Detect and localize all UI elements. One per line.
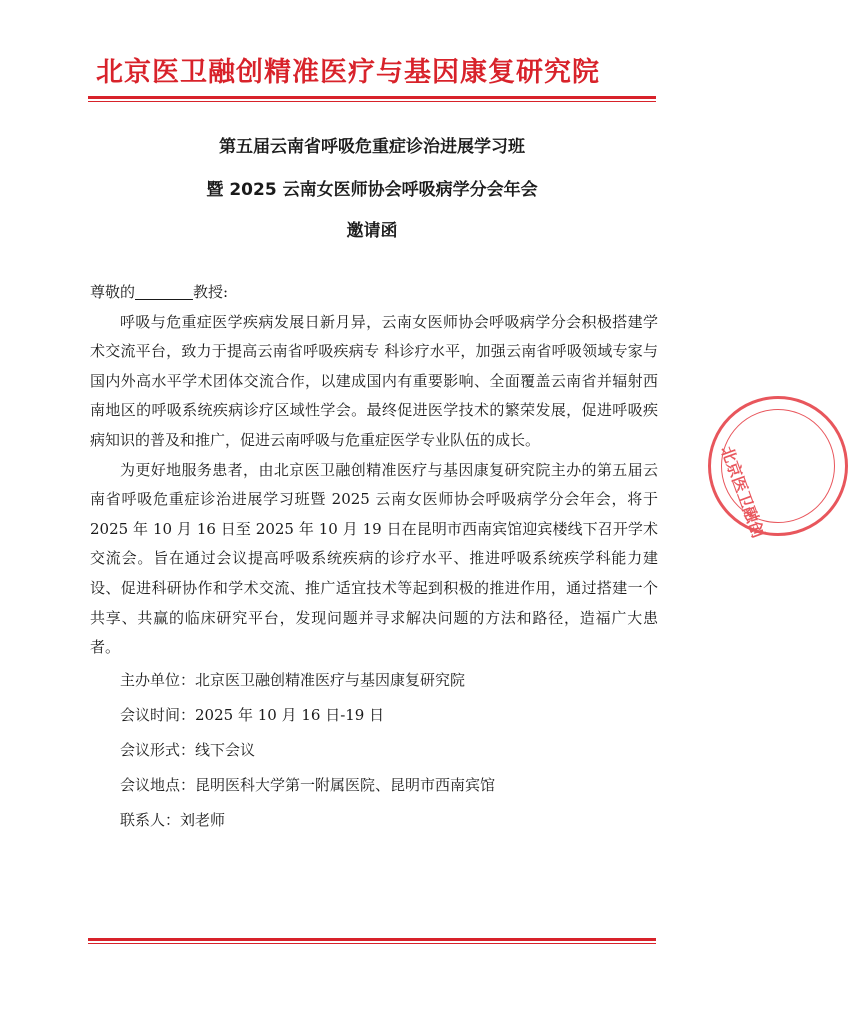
- detail-contact: 联系人：刘老师: [120, 810, 226, 829]
- footer-rule-thick: [88, 938, 656, 941]
- salutation-suffix: 教授:: [193, 283, 229, 301]
- letter-body: [90, 278, 658, 838]
- header-rule-thick: [88, 96, 656, 99]
- paragraph-1: 呼吸与危重症医学疾病发展日新月异，云南女医师协会呼吸病学分会积极搭建学术交流平台，致力于提高云南省呼吸疾病专 科诊疗水平，加强云南省呼吸领域专家与国内外高水平学术团体交流合作，以建成国内有重要影响、全面覆盖云南省并辐射西南地区的呼吸系统疾病诊疗区域性学会。最终促进医学技术的繁荣发展，促进呼吸疾病知识的普及和推广，促进云南呼吸与危重症医学专业队伍的成长。: [90, 312, 658, 449]
- salutation-prefix: 尊敬的: [90, 283, 136, 301]
- header-rule-thin: [88, 101, 656, 102]
- seal-text: 北京医卫融创: [717, 443, 768, 541]
- official-seal-stamp: [708, 396, 848, 541]
- name-blank-line: [135, 284, 193, 300]
- title-line-1: 第五届云南省呼吸危重症诊治进展学习班: [219, 137, 525, 157]
- salutation: [90, 278, 658, 308]
- footer-rule-thin: [88, 943, 656, 944]
- letterhead-org-name: 北京医卫融创精准医疗与基因康复研究院: [96, 57, 600, 88]
- title-invitation: 邀请函: [346, 221, 398, 241]
- detail-format: 会议形式：线下会议: [120, 740, 256, 759]
- paragraph-2: 为更好地服务患者，由北京医卫融创精准医疗与基因康复研究院主办的第五届云南省呼吸危重症诊治进展学习班暨 2025 云南女医师协会呼吸病学分会年会，将于 2025 年 10 月 16 日至 2025 年 10 月 19 日在昆明市西南宾馆迎宾楼线下召开学术交流会。旨在通过会议提高呼吸系统疾病的诊疗水平、推进呼吸系统疾学科能力建设、促进科研协作和学术交流、推广适宜技术等起到积极的推进作用，通过搭建一个共享、共赢的临床研究平台，发现问题并寻求解决问题的方法和路径，造福广大患者。: [90, 460, 658, 657]
- detail-location: 会议地点：昆明医科大学第一附属医院、昆明市西南宾馆: [120, 775, 496, 794]
- detail-time: 会议时间：2025 年 10 月 16 日-19 日: [120, 705, 385, 724]
- title-line-2: 暨 2025 云南女医师协会呼吸病学分会年会: [206, 180, 538, 200]
- detail-organizer: 主办单位：北京医卫融创精准医疗与基因康复研究院: [120, 670, 466, 689]
